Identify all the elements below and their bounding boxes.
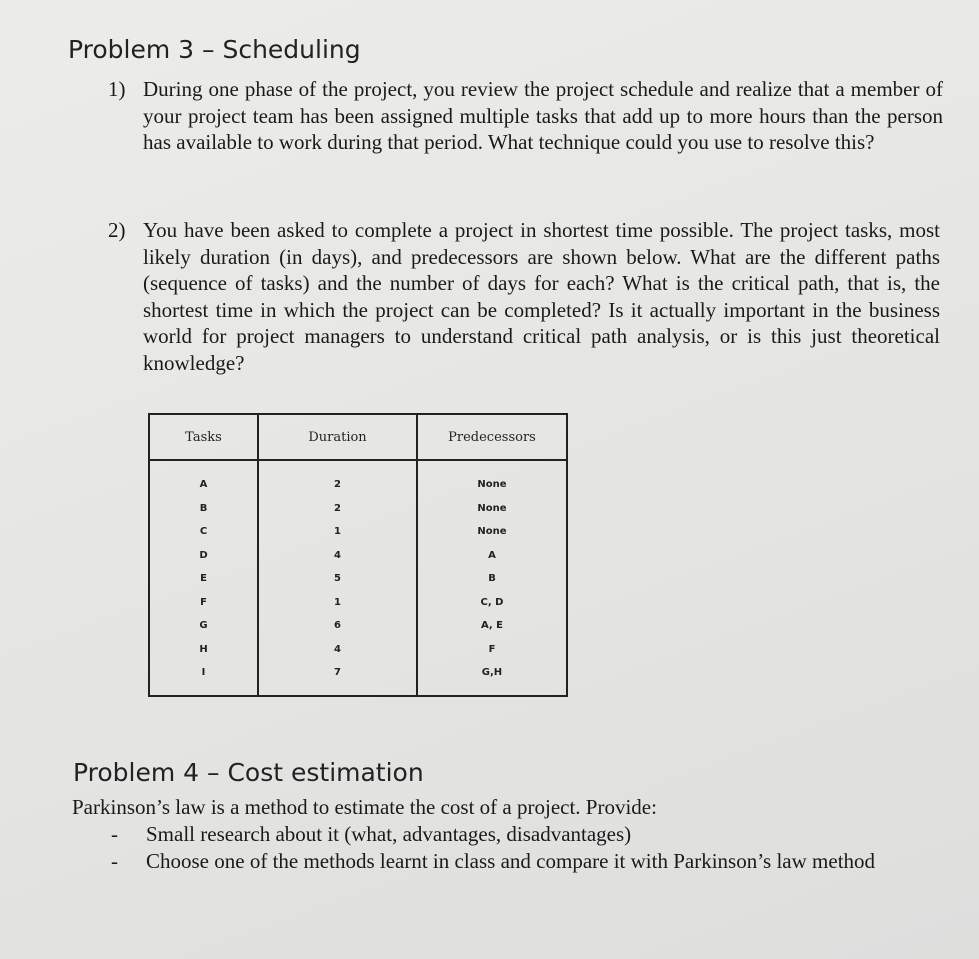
task-cell: H [199,643,208,655]
duration-cell: 4 [334,549,341,561]
predecessor-cell: A [488,549,496,561]
predecessor-cell: None [477,479,507,490]
question-2-number: 2) [108,218,126,242]
question-1-number: 1) [108,77,126,101]
bullet-research: Small research about it (what, advantages, disadvantages) [146,822,632,846]
predecessor-cell: F [488,643,496,655]
duration-cell: 6 [334,620,341,631]
problem-4-heading: Problem 4 – Cost estimation [73,758,424,787]
predecessor-cell: None [477,502,507,514]
bullet-dash: - [111,822,118,846]
problem-4-intro: Parkinson’s law is a method to estimate the cost of a project. Provide: [72,795,657,819]
bullet-compare: Choose one of the methods learnt in class and compare it with Parkinson’s law method [146,849,876,873]
predecessor-cell: G,H [481,667,503,678]
predecessors-column [417,460,567,696]
duration-cell: 2 [334,502,341,514]
duration-cell: 1 [334,526,341,537]
task-cell: G [199,620,208,631]
predecessor-cell: B [488,573,496,584]
bullet-dash: - [111,849,118,873]
duration-cell: 7 [334,667,341,678]
duration-cell: 5 [334,573,341,584]
task-cell: E [200,573,207,584]
task-cell: I [201,667,206,678]
tasks-column [149,460,258,696]
task-table [148,413,568,697]
header-tasks: Tasks [149,414,258,460]
predecessor-cell: C, D [480,596,504,608]
task-cell: D [199,549,208,561]
problem-3-heading: Problem 3 – Scheduling [68,35,361,64]
duration-cell: 2 [334,479,341,490]
header-predecessors: Predecessors [417,414,567,460]
duration-column [258,460,417,696]
task-cell: F [200,596,207,608]
task-cell: B [199,502,208,514]
predecessor-cell: None [477,526,507,537]
task-cell: A [199,479,208,490]
question-1-text: During one phase of the project, you review the project schedule and realize that a member of your project team has been assigned multiple tasks that add up to more hours than the person has available to work during that period. What technique could you use to resolve this? [143,77,943,154]
table-body-row [149,460,567,696]
question-2-text: You have been asked to complete a project in shortest time possible. The project tasks, most likely duration (in days), and predecessors are shown below. What are the different paths (sequence of tasks) and the number of days for each? What is the critical path, that is, the shortest time in which the project can be completed? Is it actually important in the business world for project managers to understand critical path analysis, or is this just theoretical knowledge? [143,218,940,375]
header-duration: Duration [258,414,417,460]
predecessor-cell: A, E [480,620,504,631]
duration-cell: 1 [334,596,341,608]
duration-cell: 4 [334,643,341,655]
table-header-row [149,414,567,460]
task-cell: C [199,526,208,537]
